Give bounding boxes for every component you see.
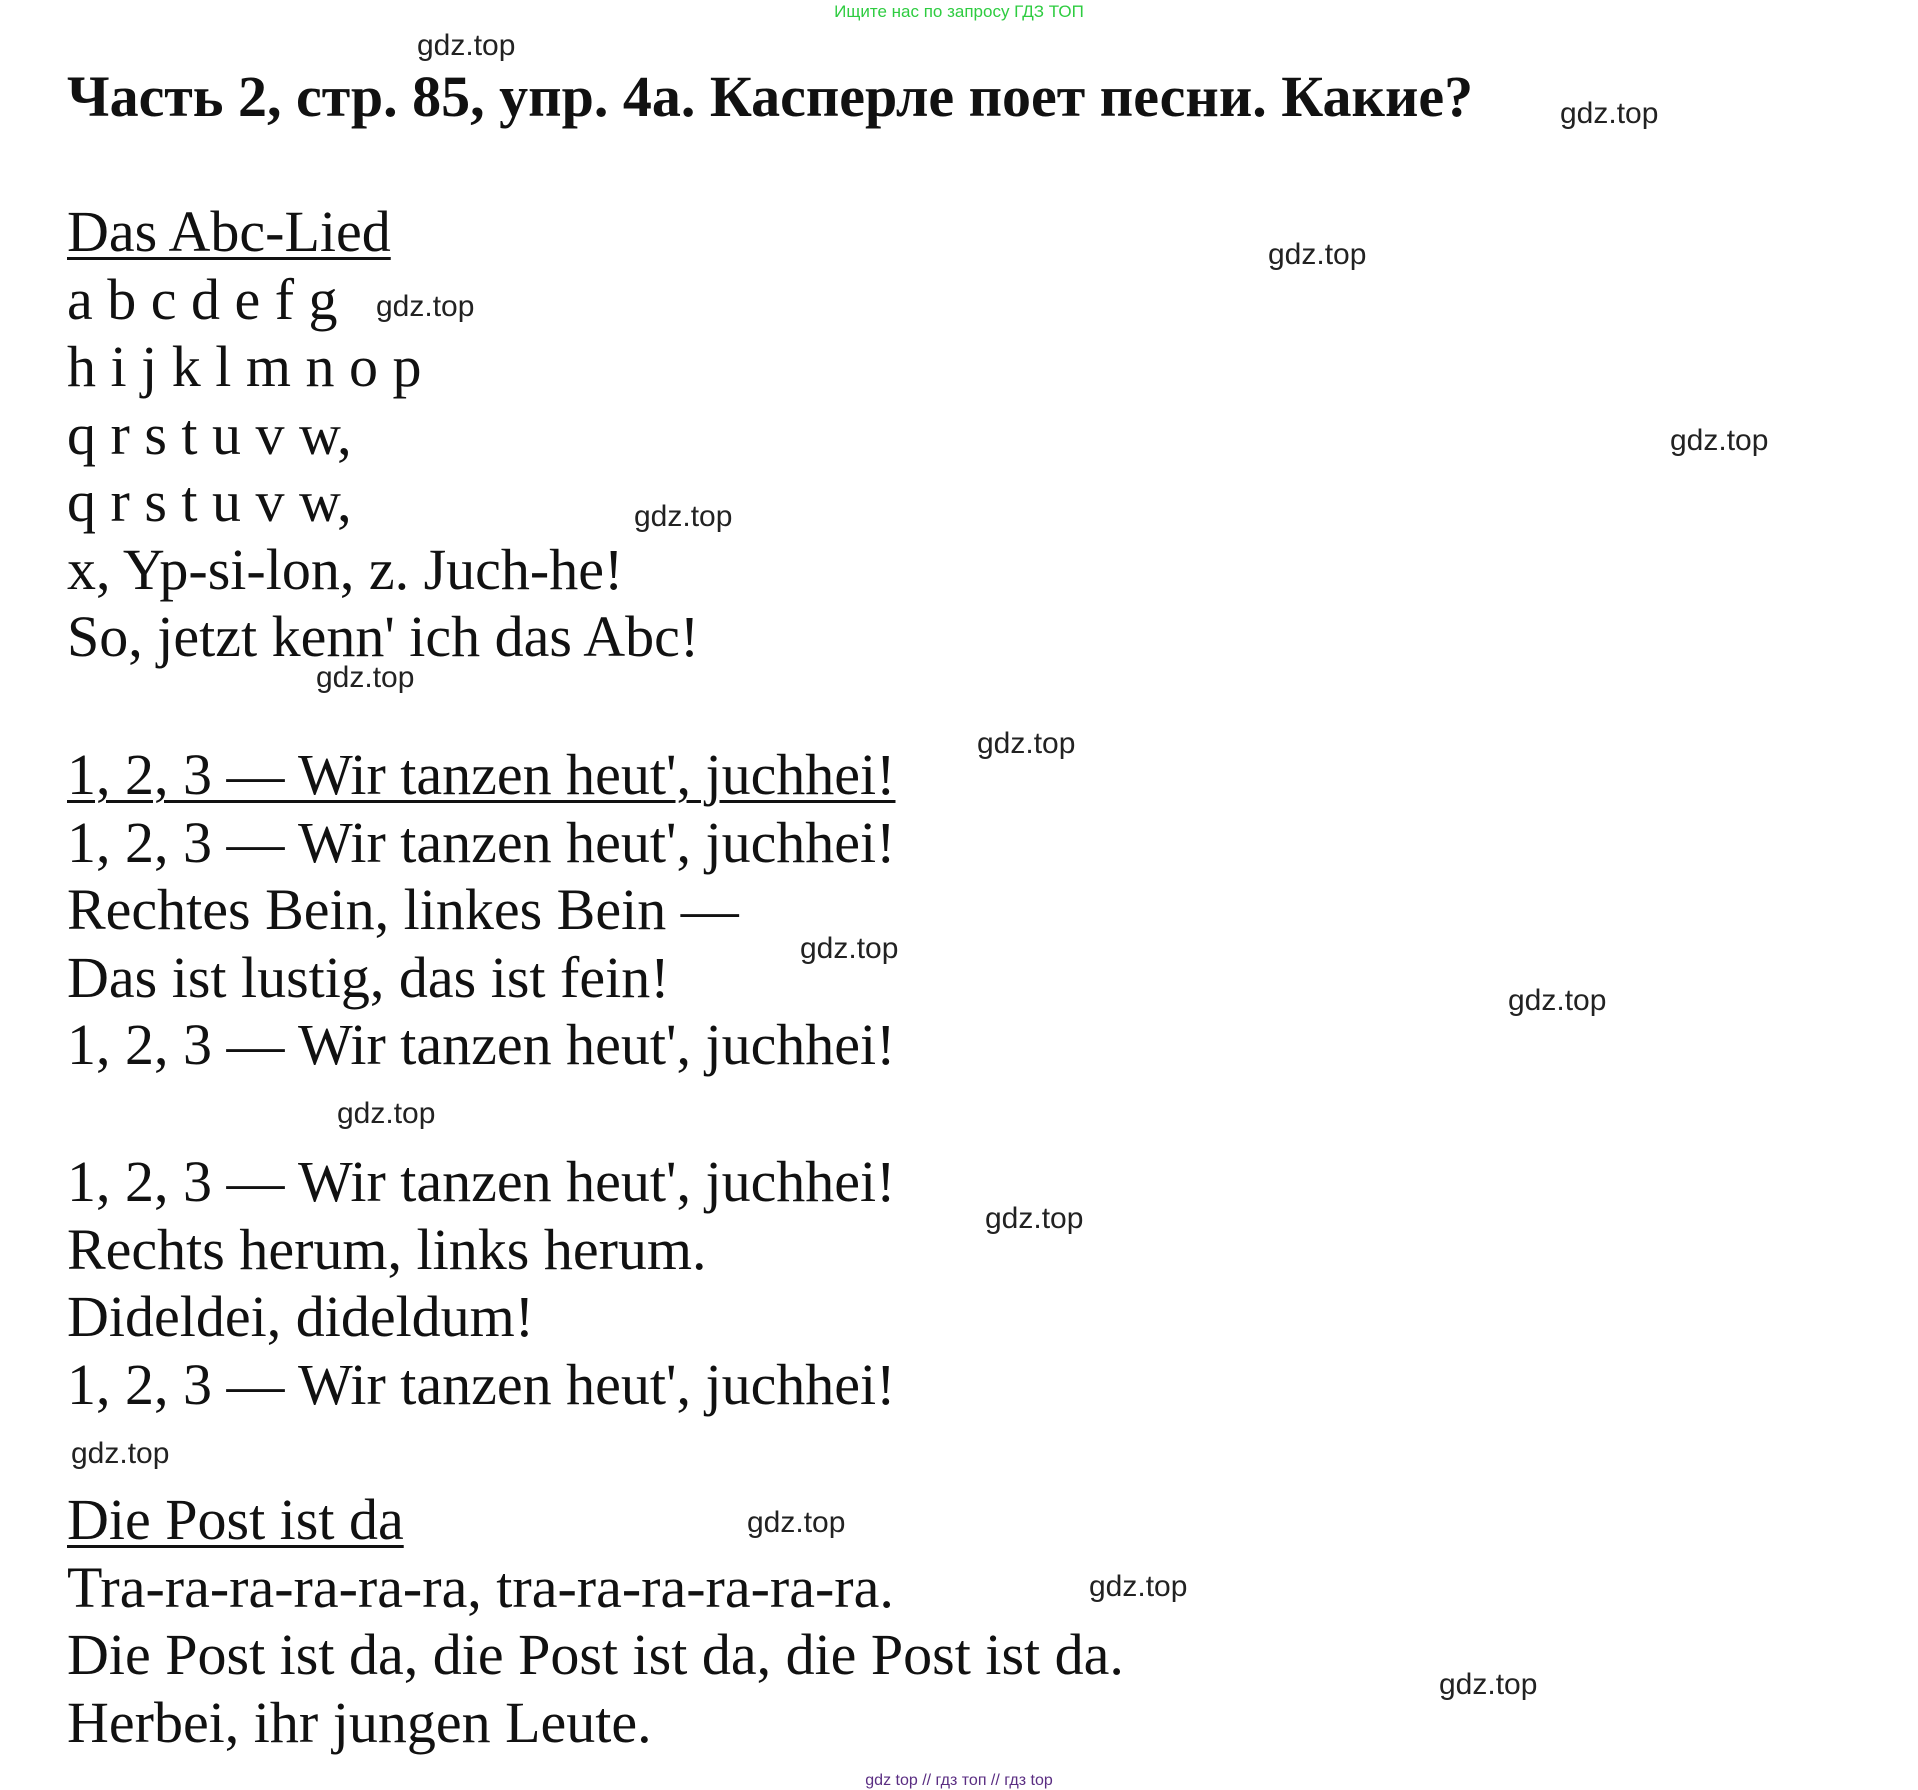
- song-line: 1, 2, 3 — Wir tanzen heut', juchhei!: [67, 1351, 896, 1417]
- song-line: q r s t u v w,: [67, 469, 352, 534]
- watermark: gdz.top: [800, 932, 899, 965]
- song-line: a b c d e f g: [67, 266, 338, 332]
- watermark: gdz.top: [1508, 984, 1607, 1017]
- song-line: x, Yp-si-lon, z. Juch-he!: [67, 536, 624, 602]
- song-wir-tanzen-verse-1: [67, 741, 895, 1079]
- song-line: Rechts herum, links herum.: [67, 1216, 707, 1282]
- song-heading: Das Abc-Lied: [67, 199, 391, 264]
- page-title: Часть 2, стр. 85, упр. 4а. Касперле поет песни. Какие?: [67, 64, 1474, 129]
- song-line: Das ist lustig, das ist fein!: [67, 944, 670, 1010]
- song-line: Tra-ra-ra-ra-ra-ra, tra-ra-ra-ra-ra-ra.: [67, 1554, 894, 1620]
- watermark: gdz.top: [977, 727, 1076, 760]
- watermark: gdz.top: [316, 661, 415, 694]
- song-line: 1, 2, 3 — Wir tanzen heut', juchhei!: [67, 809, 896, 875]
- watermark: gdz.top: [417, 29, 516, 62]
- song-line: Die Post ist da, die Post ist da, die Post ist da.: [67, 1622, 1124, 1687]
- song-line: h i j k l m n o p: [67, 334, 422, 399]
- watermark: gdz.top: [1089, 1570, 1188, 1603]
- watermark: gdz.top: [985, 1202, 1084, 1235]
- watermark: gdz.top: [1670, 424, 1769, 457]
- top-banner: Ищите нас по запросу ГДЗ ТОП: [834, 2, 1084, 21]
- song-line: q r s t u v w,: [67, 401, 352, 467]
- song-abc-lied: [67, 198, 699, 671]
- watermark: gdz.top: [71, 1437, 170, 1470]
- song-wir-tanzen-verse-2: [67, 1148, 895, 1418]
- song-line: Dideldei, dideldum!: [67, 1284, 535, 1349]
- watermark: gdz.top: [1560, 97, 1659, 130]
- song-heading: Die Post ist da: [67, 1487, 404, 1552]
- watermark: gdz.top: [747, 1506, 846, 1539]
- watermark: gdz.top: [376, 290, 475, 323]
- song-line: 1, 2, 3 — Wir tanzen heut', juchhei!: [67, 1012, 896, 1077]
- song-die-post-ist-da: [67, 1486, 1124, 1756]
- song-line: Rechtes Bein, linkes Bein —: [67, 877, 739, 942]
- footer-watermark: gdz top // гдз топ // гдз top: [865, 1772, 1053, 1789]
- watermark: gdz.top: [634, 500, 733, 533]
- watermark: gdz.top: [337, 1097, 436, 1130]
- song-line: Herbei, ihr jungen Leute.: [67, 1689, 652, 1755]
- watermark: gdz.top: [1439, 1668, 1538, 1701]
- song-line: 1, 2, 3 — Wir tanzen heut', juchhei!: [67, 1149, 896, 1214]
- watermark: gdz.top: [1268, 238, 1367, 271]
- song-line: So, jetzt kenn' ich das Abc!: [67, 604, 700, 669]
- song-heading: 1, 2, 3 — Wir tanzen heut', juchhei!: [67, 742, 896, 807]
